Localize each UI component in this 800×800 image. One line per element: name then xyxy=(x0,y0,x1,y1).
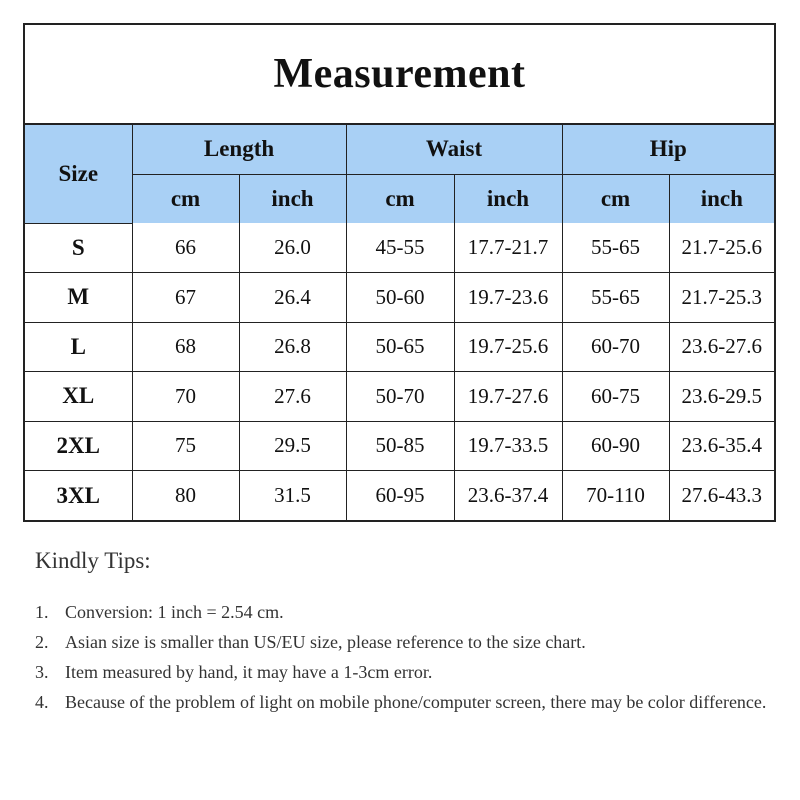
length-group-header: Length xyxy=(132,125,346,174)
waist-cm-header: cm xyxy=(346,174,454,223)
table-row xyxy=(25,273,774,323)
table-cell: 60-95 xyxy=(346,471,454,521)
table-cell: 23.6-37.4 xyxy=(454,471,562,521)
size-cell: M xyxy=(25,273,132,323)
table-row xyxy=(25,471,774,521)
table-cell: 21.7-25.3 xyxy=(669,273,774,323)
table-cell: 70 xyxy=(132,372,239,422)
table-cell: 66 xyxy=(132,223,239,273)
table-cell: 26.4 xyxy=(239,273,346,323)
table-cell: 27.6-43.3 xyxy=(669,471,774,521)
table-cell: 60-75 xyxy=(562,372,669,422)
tips-list xyxy=(35,597,775,717)
table-cell: 23.6-35.4 xyxy=(669,421,774,471)
header-row-groups xyxy=(25,125,774,174)
table-cell: 27.6 xyxy=(239,372,346,422)
waist-group-header: Waist xyxy=(346,125,562,174)
table-cell: 26.8 xyxy=(239,322,346,372)
size-cell: 2XL xyxy=(25,421,132,471)
table-cell: 68 xyxy=(132,322,239,372)
size-table xyxy=(25,125,774,520)
table-cell: 50-60 xyxy=(346,273,454,323)
table-row xyxy=(25,322,774,372)
table-cell: 75 xyxy=(132,421,239,471)
tip-text: Conversion: 1 inch = 2.54 cm. xyxy=(65,602,284,622)
tip-text: Because of the problem of light on mobile phone/computer screen, there may be color difference. xyxy=(65,692,767,712)
tip-item xyxy=(35,687,775,717)
size-cell: L xyxy=(25,322,132,372)
size-cell: S xyxy=(25,223,132,273)
table-cell: 60-90 xyxy=(562,421,669,471)
tip-number: 4. xyxy=(35,692,49,712)
size-column-header: Size xyxy=(25,125,132,223)
size-chart xyxy=(23,23,776,522)
table-cell: 50-65 xyxy=(346,322,454,372)
tip-text: Asian size is smaller than US/EU size, please reference to the size chart. xyxy=(65,632,586,652)
table-cell: 23.6-27.6 xyxy=(669,322,774,372)
table-row xyxy=(25,223,774,273)
size-cell: XL xyxy=(25,372,132,422)
table-cell: 21.7-25.6 xyxy=(669,223,774,273)
table-cell: 23.6-29.5 xyxy=(669,372,774,422)
chart-title: Measurement xyxy=(25,25,774,125)
hip-inch-header: inch xyxy=(669,174,774,223)
tip-item xyxy=(35,657,775,687)
table-cell: 19.7-23.6 xyxy=(454,273,562,323)
hip-group-header: Hip xyxy=(562,125,774,174)
table-cell: 67 xyxy=(132,273,239,323)
table-cell: 26.0 xyxy=(239,223,346,273)
header-row-units xyxy=(25,174,774,223)
hip-cm-header: cm xyxy=(562,174,669,223)
table-cell: 80 xyxy=(132,471,239,521)
table-row xyxy=(25,421,774,471)
table-cell: 45-55 xyxy=(346,223,454,273)
table-cell: 19.7-25.6 xyxy=(454,322,562,372)
table-row xyxy=(25,372,774,422)
table-cell: 31.5 xyxy=(239,471,346,521)
table-cell: 50-70 xyxy=(346,372,454,422)
tip-item xyxy=(35,627,775,657)
table-cell: 70-110 xyxy=(562,471,669,521)
tip-number: 2. xyxy=(35,632,49,652)
table-cell: 55-65 xyxy=(562,273,669,323)
length-cm-header: cm xyxy=(132,174,239,223)
table-cell: 29.5 xyxy=(239,421,346,471)
tip-number: 1. xyxy=(35,602,49,622)
table-cell: 19.7-27.6 xyxy=(454,372,562,422)
length-inch-header: inch xyxy=(239,174,346,223)
waist-inch-header: inch xyxy=(454,174,562,223)
tip-item xyxy=(35,597,775,627)
table-cell: 17.7-21.7 xyxy=(454,223,562,273)
tip-text: Item measured by hand, it may have a 1-3cm error. xyxy=(65,662,433,682)
size-cell: 3XL xyxy=(25,471,132,521)
table-cell: 50-85 xyxy=(346,421,454,471)
tip-number: 3. xyxy=(35,662,49,682)
tips-heading: Kindly Tips: xyxy=(35,548,151,573)
table-cell: 60-70 xyxy=(562,322,669,372)
tips-section xyxy=(35,548,775,717)
table-cell: 55-65 xyxy=(562,223,669,273)
table-cell: 19.7-33.5 xyxy=(454,421,562,471)
